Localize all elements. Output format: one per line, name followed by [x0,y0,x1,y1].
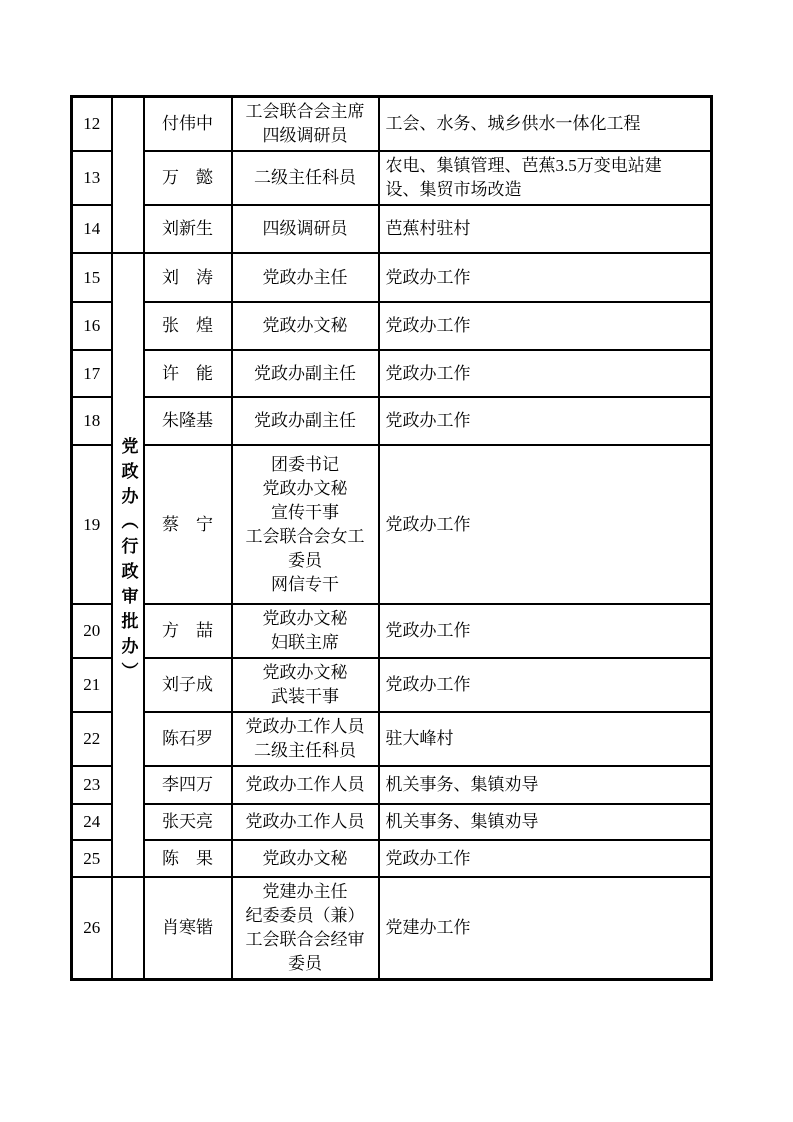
position-line: 纪委委员（兼） [245,906,365,925]
duty-line: 党政办工作 [385,316,471,335]
row-number-cell: 18 [72,397,112,445]
position-line: 党政办副主任 [254,363,356,383]
position-line: 党政办文秘 [262,316,348,335]
row-number-cell: 21 [72,658,112,712]
position-line: 党政办文秘 [262,663,348,682]
duty-cell [379,877,712,980]
duty-cell [379,397,712,445]
duty-cell [379,350,712,397]
table-row [72,877,712,980]
position-line: 党政办工作人员 [245,717,365,736]
duty-cell [379,253,712,302]
table-row [72,766,712,804]
position-line: 四级调研员 [262,219,348,238]
table-row [72,97,712,152]
position-line: 委员 [288,954,322,973]
position-cell [232,712,379,766]
table-row [72,804,712,840]
table-row [72,604,712,658]
duty-cell [379,766,712,804]
position-cell [232,766,379,804]
position-cell [232,445,379,604]
position-line: 党政办工作人员 [245,812,365,831]
name-cell: 付伟中 [144,97,232,152]
department-vertical-label: 党政办（行政审批办） [118,436,138,687]
name-cell: 刘子成 [144,658,232,712]
name-cell: 蔡 宁 [144,445,232,604]
duty-line: 党政办工作 [385,675,471,694]
duty-line: 工会、水务、城乡供水一体化工程 [385,114,641,133]
duty-line: 党建办工作 [385,918,471,937]
table-row [72,445,712,604]
department-cell [112,877,144,980]
duty-cell [379,804,712,840]
name-cell: 陈石罗 [144,712,232,766]
position-line: 二级主任科员 [254,741,356,760]
row-number-cell: 26 [72,877,112,980]
duty-cell [379,151,712,205]
duty-line: 党政办工作 [385,621,471,640]
position-cell [232,658,379,712]
personnel-roster-table [70,95,713,981]
position-line: 网信专干 [271,574,339,594]
position-line: 妇联主席 [271,633,339,652]
row-number-cell: 14 [72,205,112,253]
position-line: 党政办文秘 [262,478,348,498]
row-number-cell: 19 [72,445,112,604]
position-cell [232,151,379,205]
name-cell: 朱隆基 [144,397,232,445]
position-line: 二级主任科员 [254,168,356,187]
position-line: 党建办主任 [262,882,348,901]
position-cell [232,350,379,397]
row-number-cell: 17 [72,350,112,397]
position-cell [232,205,379,253]
position-cell [232,604,379,658]
table-row [72,658,712,712]
position-line: 党政办副主任 [254,411,356,430]
position-line: 党政办文秘 [262,848,348,868]
name-cell: 万 懿 [144,151,232,205]
name-cell: 肖寒锴 [144,877,232,980]
row-number-cell: 20 [72,604,112,658]
position-line: 工会联合会主席 [245,102,365,121]
duty-line: 党政办工作 [385,514,471,534]
duty-cell [379,604,712,658]
duty-cell [379,712,712,766]
duty-line: 党政办工作 [385,411,471,430]
department-cell [112,253,144,877]
duty-cell [379,205,712,253]
position-line: 党政办文秘 [262,609,348,628]
table-row [72,253,712,302]
duty-line: 党政办工作 [385,848,471,868]
table-row [72,302,712,350]
duty-line: 驻大峰村 [385,729,454,748]
position-cell [232,840,379,877]
duty-cell [379,840,712,877]
duty-line: 芭蕉村驻村 [385,219,471,238]
duty-line: 农电、集镇管理、芭蕉3.5万变电站建 [385,156,662,175]
duty-cell [379,97,712,152]
row-number-cell: 22 [72,712,112,766]
position-cell [232,877,379,980]
row-number-cell: 25 [72,840,112,877]
duty-line: 机关事务、集镇劝导 [385,775,539,794]
position-cell [232,804,379,840]
position-line: 党政办主任 [262,267,348,287]
name-cell: 方 喆 [144,604,232,658]
table-row [72,840,712,877]
position-cell [232,97,379,152]
name-cell: 许 能 [144,350,232,397]
duty-line: 机关事务、集镇劝导 [385,812,539,831]
position-line: 宣传干事 [271,502,339,522]
row-number-cell: 13 [72,151,112,205]
duty-line: 设、集贸市场改造 [385,180,522,199]
position-cell [232,253,379,302]
name-cell: 刘 涛 [144,253,232,302]
table-row [72,397,712,445]
row-number-cell: 24 [72,804,112,840]
name-cell: 张天亮 [144,804,232,840]
position-line: 四级调研员 [262,126,348,145]
row-number-cell: 15 [72,253,112,302]
name-cell: 陈 果 [144,840,232,877]
position-line: 党政办工作人员 [245,775,365,794]
duty-cell [379,658,712,712]
position-line: 工会联合会女工 [245,526,365,546]
table-body [72,97,712,980]
name-cell: 李四万 [144,766,232,804]
duty-cell [379,302,712,350]
duty-line: 党政办工作 [385,267,471,287]
table-row [72,350,712,397]
duty-line: 党政办工作 [385,363,471,383]
name-cell: 刘新生 [144,205,232,253]
table-row [72,712,712,766]
position-line: 委员 [288,550,322,570]
name-cell: 张 煌 [144,302,232,350]
table-row [72,151,712,205]
table-row [72,205,712,253]
position-cell [232,302,379,350]
row-number-cell: 12 [72,97,112,152]
position-line: 工会联合会经审 [245,930,365,949]
department-cell [112,97,144,254]
position-line: 武装干事 [271,687,339,706]
row-number-cell: 16 [72,302,112,350]
position-cell [232,397,379,445]
position-line: 团委书记 [271,454,339,474]
row-number-cell: 23 [72,766,112,804]
duty-cell [379,445,712,604]
